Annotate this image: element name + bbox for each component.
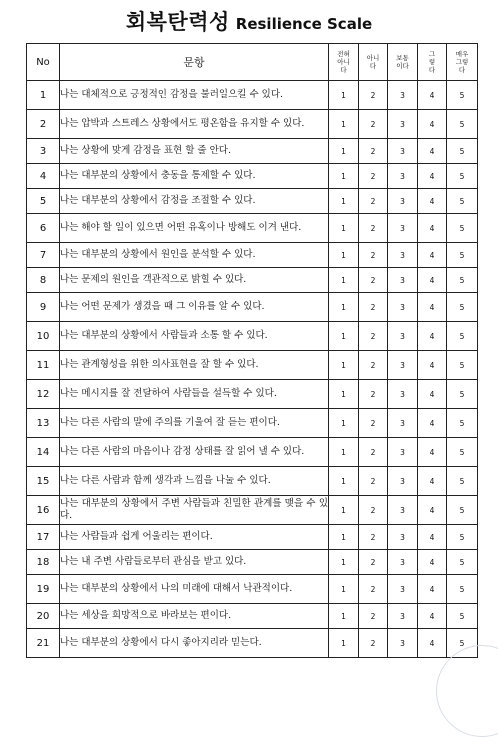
header-option-text: 다 bbox=[428, 66, 436, 74]
header-option-5 bbox=[447, 44, 478, 81]
rating-option-3[interactable]: 3 bbox=[388, 351, 418, 380]
rating-option-4[interactable]: 4 bbox=[418, 164, 447, 189]
item-text: 나는 관계형성을 위한 의사표현을 잘 할 수 있다. bbox=[60, 351, 329, 380]
table-row bbox=[27, 243, 478, 268]
rating-option-1[interactable]: 1 bbox=[329, 496, 359, 525]
rating-option-4[interactable]: 4 bbox=[418, 110, 447, 139]
item-number: 12 bbox=[27, 380, 60, 409]
rating-option-5[interactable]: 5 bbox=[447, 467, 478, 496]
header-option-text: 보통 bbox=[396, 54, 409, 62]
rating-option-1[interactable]: 1 bbox=[329, 351, 359, 380]
table-row bbox=[27, 110, 478, 139]
rating-option-3[interactable]: 3 bbox=[388, 139, 418, 164]
rating-option-2[interactable]: 2 bbox=[359, 380, 388, 409]
rating-option-1[interactable]: 1 bbox=[329, 243, 359, 268]
rating-option-5[interactable]: 5 bbox=[447, 496, 478, 525]
rating-option-1[interactable]: 1 bbox=[329, 604, 359, 629]
rating-option-2[interactable]: 2 bbox=[359, 268, 388, 293]
item-text: 나는 문제의 원인을 객관적으로 밝힐 수 있다. bbox=[60, 268, 329, 293]
table-row bbox=[27, 293, 478, 322]
rating-option-3[interactable]: 3 bbox=[388, 575, 418, 604]
rating-option-5[interactable]: 5 bbox=[447, 189, 478, 214]
table-row bbox=[27, 438, 478, 467]
rating-option-1[interactable]: 1 bbox=[329, 467, 359, 496]
item-text: 나는 메시지를 잘 전달하여 사람들을 설득할 수 있다. bbox=[60, 380, 329, 409]
item-number: 15 bbox=[27, 467, 60, 496]
rating-option-3[interactable]: 3 bbox=[388, 604, 418, 629]
rating-option-5[interactable]: 5 bbox=[447, 81, 478, 110]
item-text: 나는 다른 사람의 마음이나 감정 상태를 잘 읽어 낼 수 있다. bbox=[60, 438, 329, 467]
header-option-2 bbox=[359, 44, 388, 81]
rating-option-5[interactable]: 5 bbox=[447, 409, 478, 438]
rating-option-2[interactable]: 2 bbox=[359, 189, 388, 214]
rating-option-1[interactable]: 1 bbox=[329, 550, 359, 575]
rating-option-4[interactable]: 4 bbox=[418, 550, 447, 575]
table-row bbox=[27, 322, 478, 351]
item-number: 9 bbox=[27, 293, 60, 322]
table-row bbox=[27, 525, 478, 550]
title-english: Resilience Scale bbox=[235, 15, 373, 33]
rating-option-4[interactable]: 4 bbox=[418, 351, 447, 380]
item-text: 나는 대부분의 상황에서 원인을 분석할 수 있다. bbox=[60, 243, 329, 268]
header-option-text: 전혀 bbox=[337, 50, 350, 58]
rating-option-1[interactable]: 1 bbox=[329, 214, 359, 243]
rating-option-2[interactable]: 2 bbox=[359, 629, 388, 658]
rating-option-2[interactable]: 2 bbox=[359, 81, 388, 110]
rating-option-1[interactable]: 1 bbox=[329, 268, 359, 293]
header-item: 문항 bbox=[60, 44, 329, 81]
rating-option-3[interactable]: 3 bbox=[388, 189, 418, 214]
table-row bbox=[27, 81, 478, 110]
item-text: 나는 어떤 문제가 생겼을 때 그 이유를 알 수 있다. bbox=[60, 293, 329, 322]
background-decoration bbox=[436, 645, 498, 737]
table-row bbox=[27, 351, 478, 380]
rating-option-4[interactable]: 4 bbox=[418, 322, 447, 351]
header-option-3 bbox=[388, 44, 418, 81]
rating-option-5[interactable]: 5 bbox=[447, 322, 478, 351]
item-number: 14 bbox=[27, 438, 60, 467]
rating-option-2[interactable]: 2 bbox=[359, 575, 388, 604]
rating-option-3[interactable]: 3 bbox=[388, 214, 418, 243]
item-text: 나는 대부분의 상황에서 충동을 통제할 수 있다. bbox=[60, 164, 329, 189]
rating-option-2[interactable]: 2 bbox=[359, 351, 388, 380]
item-number: 1 bbox=[27, 81, 60, 110]
table-row bbox=[27, 189, 478, 214]
table-row bbox=[27, 575, 478, 604]
item-text: 나는 해야 할 일이 있으면 어떤 유혹이나 방해도 이겨 낸다. bbox=[60, 214, 329, 243]
rating-option-4[interactable]: 4 bbox=[418, 496, 447, 525]
rating-option-1[interactable]: 1 bbox=[329, 629, 359, 658]
rating-option-5[interactable]: 5 bbox=[447, 164, 478, 189]
rating-option-5[interactable]: 5 bbox=[447, 214, 478, 243]
rating-option-2[interactable]: 2 bbox=[359, 438, 388, 467]
rating-option-2[interactable]: 2 bbox=[359, 322, 388, 351]
header-row bbox=[27, 44, 478, 81]
item-number: 13 bbox=[27, 409, 60, 438]
table-row bbox=[27, 409, 478, 438]
rating-option-4[interactable]: 4 bbox=[418, 189, 447, 214]
rating-option-2[interactable]: 2 bbox=[359, 243, 388, 268]
rating-option-1[interactable]: 1 bbox=[329, 110, 359, 139]
item-number: 10 bbox=[27, 322, 60, 351]
rating-option-4[interactable]: 4 bbox=[418, 575, 447, 604]
rating-option-1[interactable]: 1 bbox=[329, 322, 359, 351]
rating-option-5[interactable]: 5 bbox=[447, 351, 478, 380]
item-text: 나는 대부분의 상황에서 사람들과 소통 할 수 있다. bbox=[60, 322, 329, 351]
rating-option-2[interactable]: 2 bbox=[359, 550, 388, 575]
rating-option-5[interactable]: 5 bbox=[447, 293, 478, 322]
rating-option-5[interactable]: 5 bbox=[447, 380, 478, 409]
rating-option-3[interactable]: 3 bbox=[388, 629, 418, 658]
rating-option-2[interactable]: 2 bbox=[359, 496, 388, 525]
rating-option-3[interactable]: 3 bbox=[388, 525, 418, 550]
item-number: 20 bbox=[27, 604, 60, 629]
item-text: 나는 다른 사람과 함께 생각과 느낌을 나눌 수 있다. bbox=[60, 467, 329, 496]
item-number: 7 bbox=[27, 243, 60, 268]
item-number: 16 bbox=[27, 496, 60, 525]
rating-option-3[interactable]: 3 bbox=[388, 380, 418, 409]
rating-option-5[interactable]: 5 bbox=[447, 268, 478, 293]
header-option-1 bbox=[329, 44, 359, 81]
item-number: 18 bbox=[27, 550, 60, 575]
header-option-text: 그렇 bbox=[455, 58, 469, 66]
rating-option-1[interactable]: 1 bbox=[329, 293, 359, 322]
item-text: 나는 대부분의 상황에서 주변 사람들과 친밀한 관계를 맺을 수 있다. bbox=[60, 496, 329, 525]
rating-option-1[interactable]: 1 bbox=[329, 575, 359, 604]
rating-option-4[interactable]: 4 bbox=[418, 467, 447, 496]
rating-option-4[interactable]: 4 bbox=[418, 268, 447, 293]
rating-option-4[interactable]: 4 bbox=[418, 438, 447, 467]
rating-option-2[interactable]: 2 bbox=[359, 164, 388, 189]
item-text: 나는 상황에 맞게 감정을 표현 할 줄 안다. bbox=[60, 139, 329, 164]
rating-option-5[interactable]: 5 bbox=[447, 550, 478, 575]
rating-option-4[interactable]: 4 bbox=[418, 409, 447, 438]
rating-option-3[interactable]: 3 bbox=[388, 110, 418, 139]
rating-option-5[interactable]: 5 bbox=[447, 110, 478, 139]
item-number: 6 bbox=[27, 214, 60, 243]
rating-option-5[interactable]: 5 bbox=[447, 575, 478, 604]
rating-option-4[interactable]: 4 bbox=[418, 293, 447, 322]
rating-option-4[interactable]: 4 bbox=[418, 525, 447, 550]
rating-option-3[interactable]: 3 bbox=[388, 293, 418, 322]
rating-option-2[interactable]: 2 bbox=[359, 525, 388, 550]
item-text: 나는 사람들과 쉽게 어울리는 편이다. bbox=[60, 525, 329, 550]
rating-option-4[interactable]: 4 bbox=[418, 380, 447, 409]
rating-option-1[interactable]: 1 bbox=[329, 380, 359, 409]
rating-option-5[interactable]: 5 bbox=[447, 525, 478, 550]
rating-option-5[interactable]: 5 bbox=[447, 438, 478, 467]
table-row bbox=[27, 467, 478, 496]
header-option-text: 이다 bbox=[396, 62, 409, 70]
table-row bbox=[27, 604, 478, 629]
rating-option-2[interactable]: 2 bbox=[359, 293, 388, 322]
rating-option-4[interactable]: 4 bbox=[418, 81, 447, 110]
header-no: No bbox=[27, 44, 60, 81]
rating-option-1[interactable]: 1 bbox=[329, 164, 359, 189]
table-row bbox=[27, 139, 478, 164]
item-text: 나는 압박과 스트레스 상황에서도 평온함을 유지할 수 있다. bbox=[60, 110, 329, 139]
title-korean: 회복탄력성 bbox=[125, 10, 230, 34]
rating-option-3[interactable]: 3 bbox=[388, 550, 418, 575]
table-row bbox=[27, 550, 478, 575]
table-row bbox=[27, 268, 478, 293]
rating-option-5[interactable]: 5 bbox=[447, 139, 478, 164]
item-number: 3 bbox=[27, 139, 60, 164]
item-text: 나는 대체적으로 긍정적인 감정을 불러일으킬 수 있다. bbox=[60, 81, 329, 110]
item-number: 17 bbox=[27, 525, 60, 550]
rating-option-4[interactable]: 4 bbox=[418, 629, 447, 658]
header-option-4 bbox=[418, 44, 447, 81]
header-option-text: 다 bbox=[369, 62, 377, 70]
rating-option-3[interactable]: 3 bbox=[388, 243, 418, 268]
rating-option-3[interactable]: 3 bbox=[388, 268, 418, 293]
header-option-text: 그 bbox=[428, 50, 436, 58]
rating-option-2[interactable]: 2 bbox=[359, 214, 388, 243]
header-option-text: 렇 bbox=[428, 58, 436, 66]
table-row bbox=[27, 629, 478, 658]
table-row bbox=[27, 496, 478, 525]
item-text: 나는 대부분의 상황에서 감정을 조절할 수 있다. bbox=[60, 189, 329, 214]
resilience-scale-table bbox=[26, 43, 478, 658]
rating-option-4[interactable]: 4 bbox=[418, 139, 447, 164]
header-option-text: 매우 bbox=[455, 50, 469, 58]
rating-option-1[interactable]: 1 bbox=[329, 438, 359, 467]
header-option-text: 다 bbox=[340, 66, 347, 74]
rating-option-5[interactable]: 5 bbox=[447, 243, 478, 268]
table-row bbox=[27, 214, 478, 243]
rating-option-3[interactable]: 3 bbox=[388, 467, 418, 496]
rating-option-4[interactable]: 4 bbox=[418, 214, 447, 243]
item-text: 나는 다른 사람의 말에 주의를 기울여 잘 듣는 편이다. bbox=[60, 409, 329, 438]
item-number: 4 bbox=[27, 164, 60, 189]
rating-option-2[interactable]: 2 bbox=[359, 110, 388, 139]
rating-option-3[interactable]: 3 bbox=[388, 409, 418, 438]
rating-option-4[interactable]: 4 bbox=[418, 243, 447, 268]
rating-option-3[interactable]: 3 bbox=[388, 164, 418, 189]
item-number: 21 bbox=[27, 629, 60, 658]
header-option-text: 다 bbox=[458, 66, 466, 74]
rating-option-3[interactable]: 3 bbox=[388, 438, 418, 467]
item-number: 2 bbox=[27, 110, 60, 139]
item-text: 나는 대부분의 상황에서 다시 좋아지리라 믿는다. bbox=[60, 629, 329, 658]
item-number: 8 bbox=[27, 268, 60, 293]
rating-option-1[interactable]: 1 bbox=[329, 525, 359, 550]
item-number: 19 bbox=[27, 575, 60, 604]
item-text: 나는 내 주변 사람들로부터 관심을 받고 있다. bbox=[60, 550, 329, 575]
header-option-text: 아니 bbox=[337, 58, 350, 66]
rating-option-4[interactable]: 4 bbox=[418, 604, 447, 629]
item-text: 나는 세상을 희망적으로 바라보는 편이다. bbox=[60, 604, 329, 629]
rating-option-5[interactable]: 5 bbox=[447, 604, 478, 629]
item-number: 5 bbox=[27, 189, 60, 214]
header-option-text: 아니 bbox=[366, 54, 380, 62]
rating-option-2[interactable]: 2 bbox=[359, 409, 388, 438]
rating-option-3[interactable]: 3 bbox=[388, 322, 418, 351]
page-title bbox=[0, 6, 498, 36]
rating-option-1[interactable]: 1 bbox=[329, 139, 359, 164]
rating-option-2[interactable]: 2 bbox=[359, 604, 388, 629]
rating-option-1[interactable]: 1 bbox=[329, 409, 359, 438]
rating-option-3[interactable]: 3 bbox=[388, 81, 418, 110]
rating-option-1[interactable]: 1 bbox=[329, 189, 359, 214]
rating-option-3[interactable]: 3 bbox=[388, 496, 418, 525]
table-row bbox=[27, 164, 478, 189]
item-text: 나는 대부분의 상황에서 나의 미래에 대해서 낙관적이다. bbox=[60, 575, 329, 604]
rating-option-2[interactable]: 2 bbox=[359, 139, 388, 164]
table-row bbox=[27, 380, 478, 409]
rating-option-5[interactable]: 5 bbox=[447, 629, 478, 658]
rating-option-2[interactable]: 2 bbox=[359, 467, 388, 496]
item-number: 11 bbox=[27, 351, 60, 380]
rating-option-1[interactable]: 1 bbox=[329, 81, 359, 110]
